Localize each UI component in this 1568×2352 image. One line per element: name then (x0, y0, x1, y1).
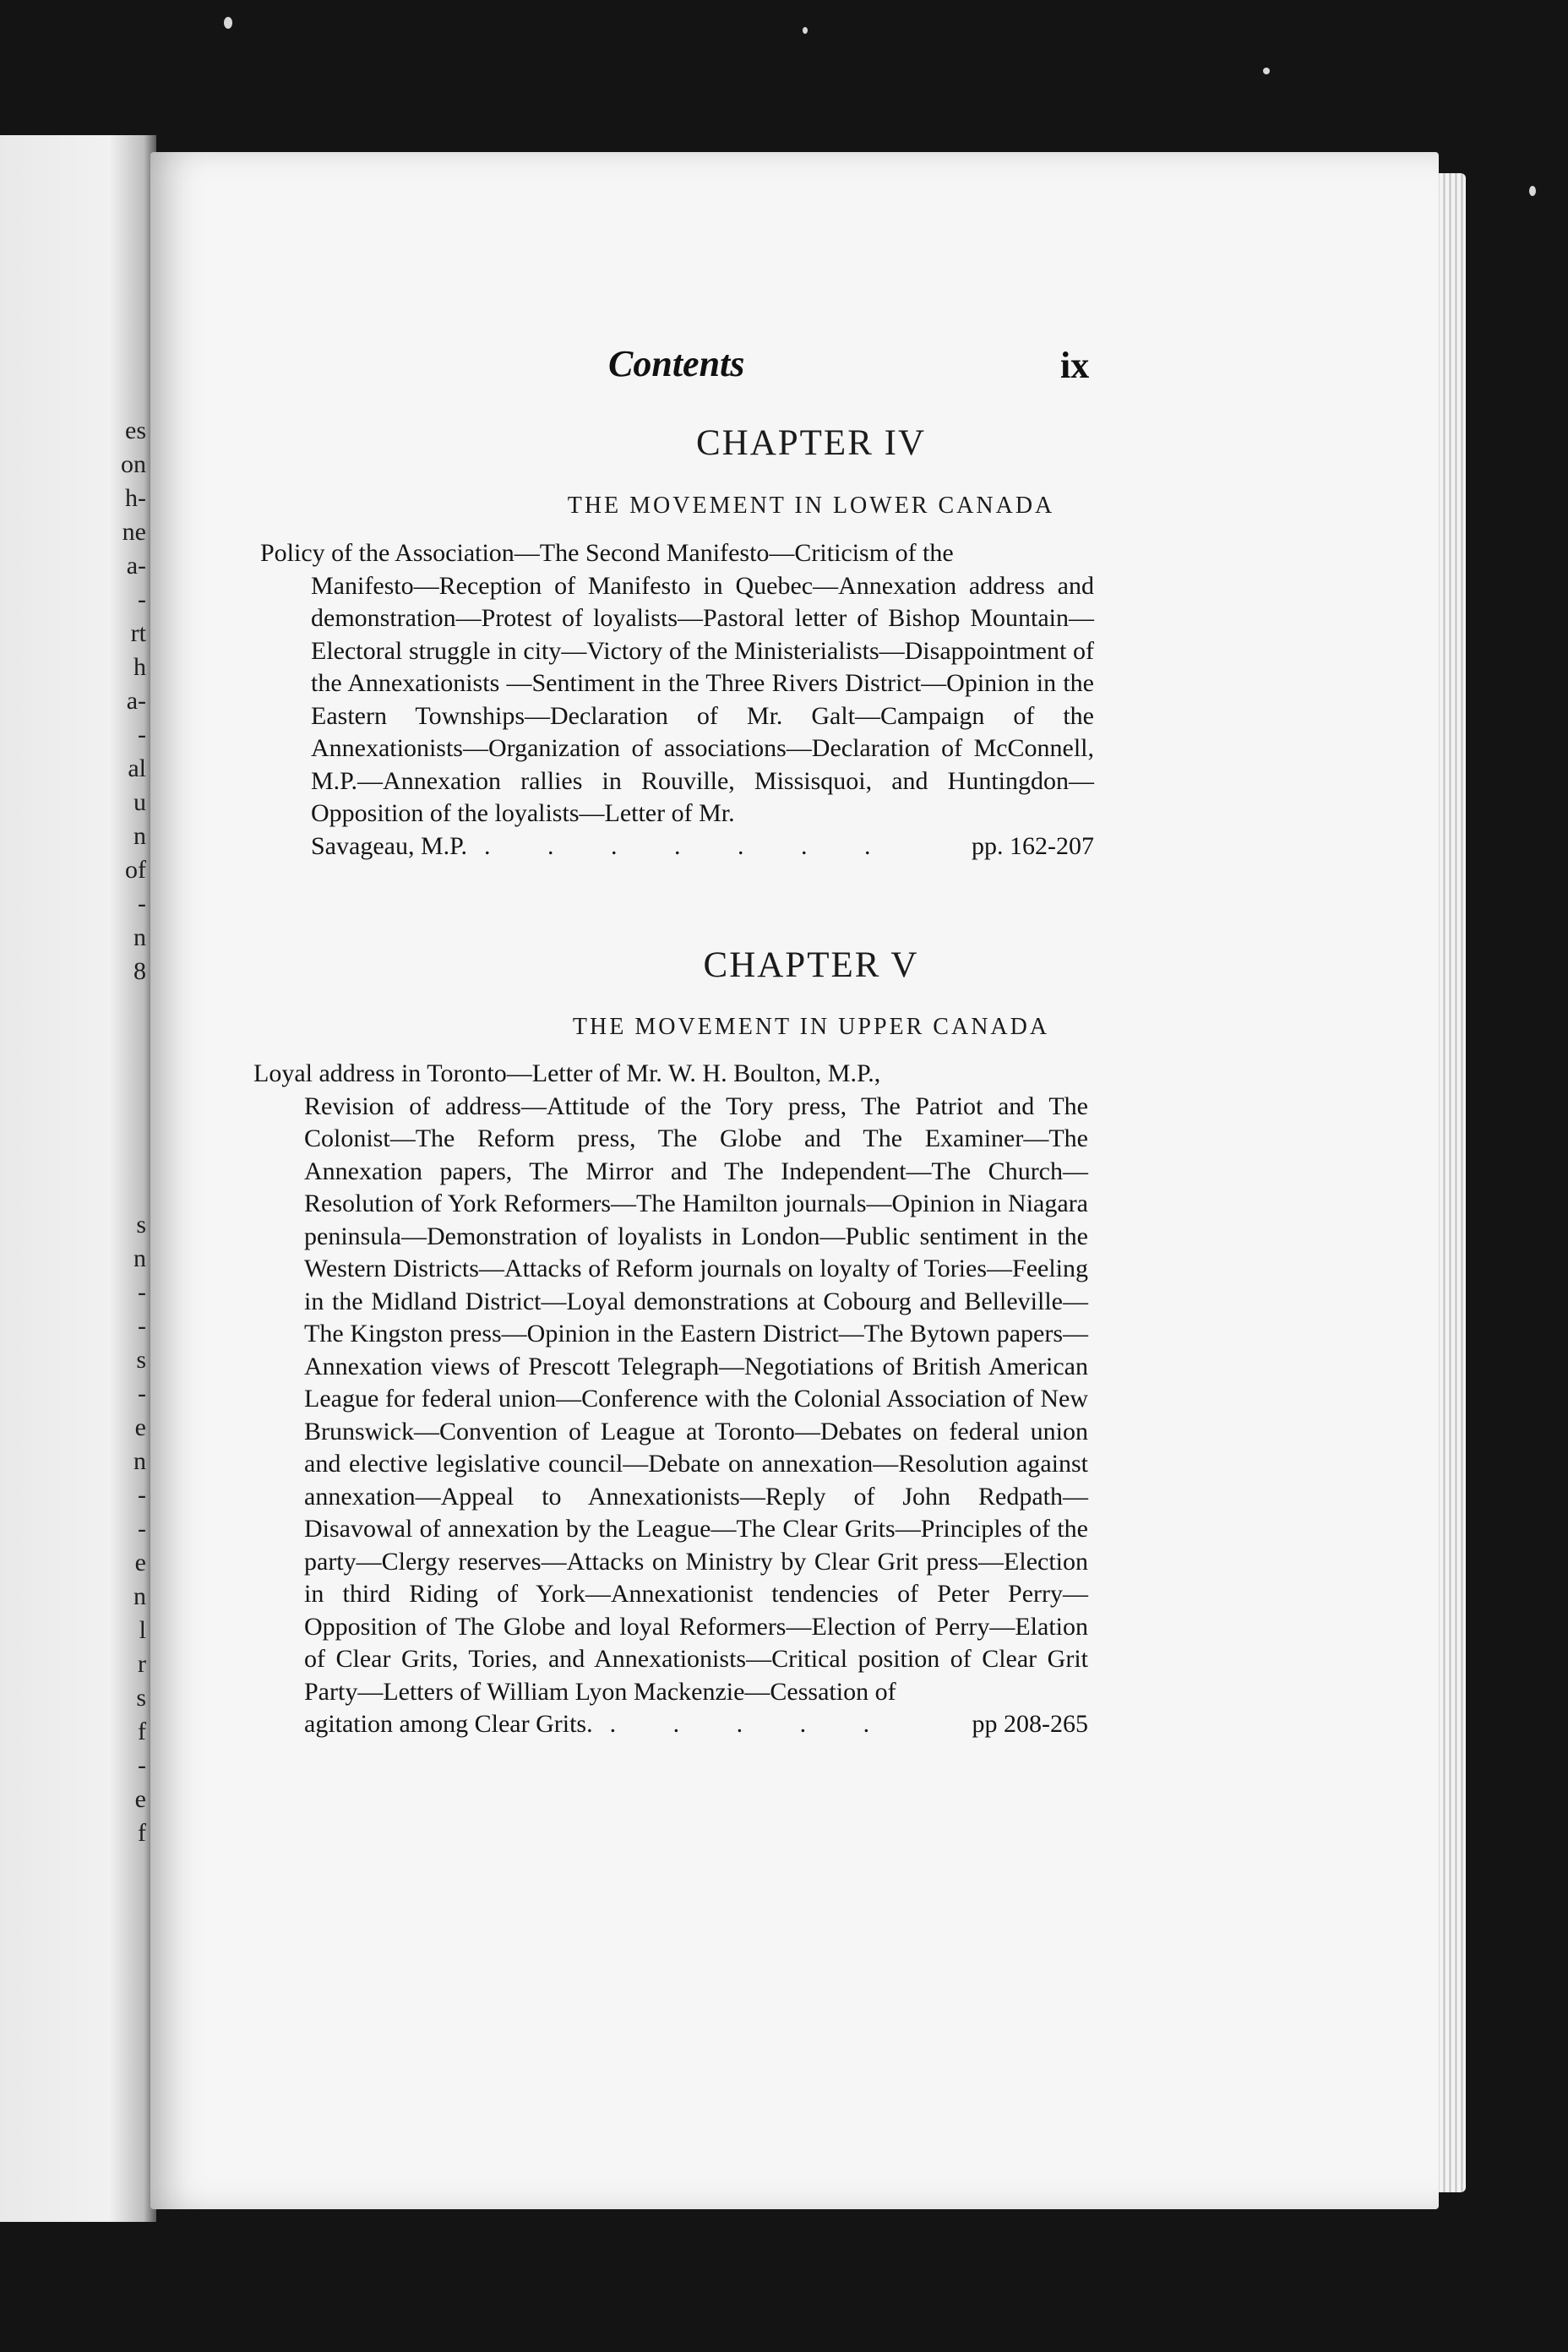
dust-speck (1263, 68, 1270, 74)
dust-speck (803, 27, 808, 34)
page-number: ix (1060, 345, 1090, 386)
synopsis-body: Manifesto—Reception of Manifesto in Quebec—Annexation address and demonstration—Protest of loyalists—Pastoral letter of Bishop Mountain—Electoral struggle in city—Victory of the Ministerialists—Disappointment of the Annexationists —Sentiment in the Three Rivers District—Opinion in the Eastern Townships—Declaration of Mr. Galt—Campaign of the Annexationists—Organization of associations—Declaration of McConnell, M.P.—Annexation rallies in Rouville, Missisquoi, and Huntingdon—Opposition of the loyalists—Letter of Mr. (311, 571, 1094, 827)
synopsis-first-line: Loyal address in Toronto—Letter of Mr. W. H. Boulton, M.P., (253, 1059, 881, 1087)
synopsis-last-text: agitation among Clear Grits. (304, 1710, 593, 1738)
synopsis-last-text: Savageau, M.P. (311, 831, 467, 860)
synopsis-first-line: Policy of the Association—The Second Manifesto—Criticism of the (260, 539, 954, 567)
page-range: pp. 162-207 (972, 831, 1094, 860)
dust-speck (1529, 186, 1536, 196)
chapter-subtitle: THE MOVEMENT IN UPPER CANADA (572, 1014, 1050, 1040)
left-page-text-fragments-top: es on h- ne a- - rt h a- - al u n of - n 8 (121, 416, 146, 985)
synopsis-page-range-line (260, 830, 1094, 863)
dust-speck (224, 17, 232, 29)
chapter-subtitle: THE MOVEMENT IN LOWER CANADA (567, 493, 1055, 519)
chapter-heading: CHAPTER V (703, 945, 919, 985)
page-header (591, 342, 1098, 393)
chapter-synopsis (260, 537, 1094, 863)
chapter-synopsis (253, 1058, 1088, 1741)
leader-dots: . . . . . . . (483, 831, 896, 860)
synopsis-body: Revision of address—Attitude of the Tory press, The Patriot and The Colonist—The Reform press, The Globe and The Examiner—The Annexation papers, The Mirror and The Independent—The Church—Resolution of York Reformers—The Hamilton journals—Opinion in Niagara peninsula—Demonstration of loyalists in London—Public sentiment in the Western Districts—Attacks of Reform journals on loyalty of Tories—Feeling in the Midland District—Loyal demonstrations at Cobourg and Belleville—The Kingston press—Opinion in the Eastern District—The Bytown papers—Annexation views of Prescott Telegraph—Negotiations of British American League for federal union—Conference with the Colonial Association of New Brunswick—Convention of League at Toronto—Debates on federal union and elective legislative council—Debate on annexation—Resolution against annexation—Appeal to Annexationists—Reply of John Redpath—Disavowal of annexation by the League—The Clear Grits—Principles of the party—Clergy reserves—Attacks on Ministry by Clear Grit press—Election in third Riding of York—Annexationist tendencies of Peter Perry—Opposition of The Globe and loyal Reformers—Election of Perry—Elation of Clear Grits, Tories, and Annexationists—Critical position of Clear Grit Party—Letters of William Lyon Mackenzie—Cessation of (304, 1092, 1088, 1706)
left-page-edge (0, 135, 156, 2222)
left-page-text-fragments-bottom: s n - - s - e n - - e n l r s f - e f (133, 1211, 146, 1847)
synopsis-page-range-line (253, 1708, 1088, 1741)
leader-dots: . . . . . (609, 1710, 896, 1738)
page-range: pp 208-265 (972, 1710, 1088, 1738)
running-title: Contents (608, 343, 745, 384)
chapter-heading: CHAPTER IV (695, 423, 927, 463)
